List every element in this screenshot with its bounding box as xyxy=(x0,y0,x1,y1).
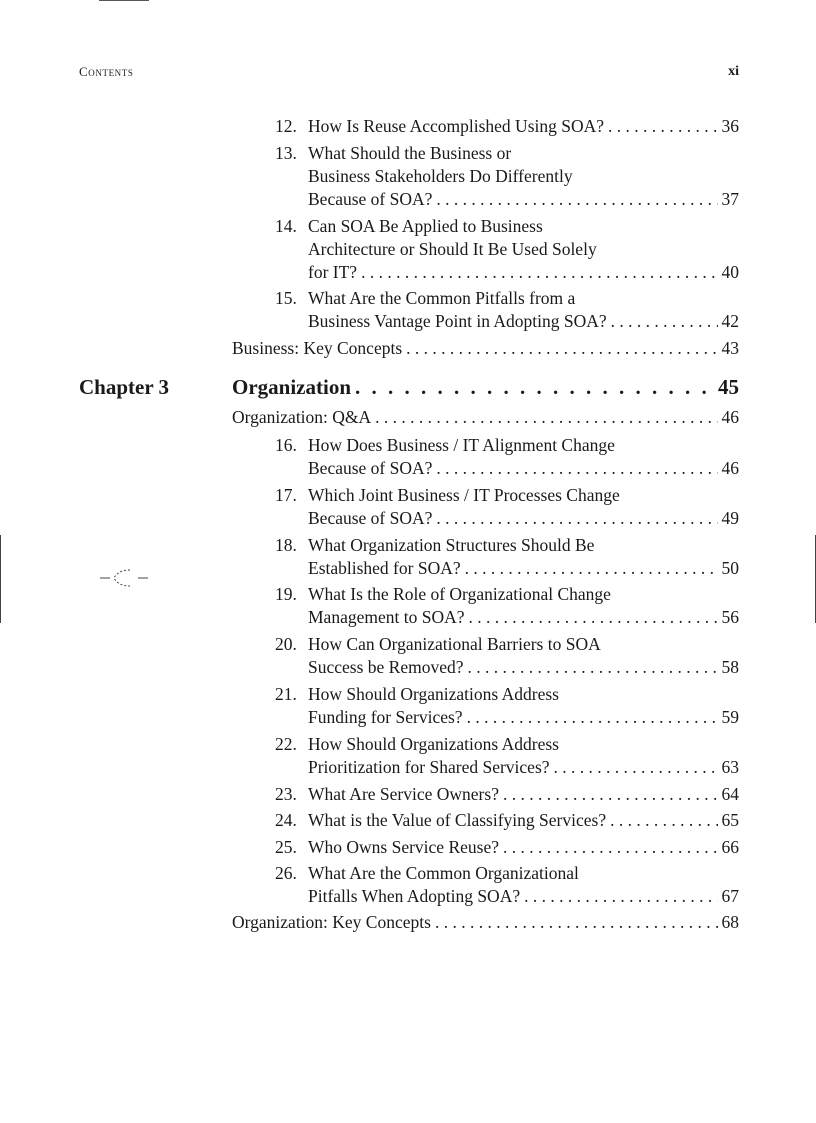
dot-leader xyxy=(467,706,718,729)
toc-entry[interactable] xyxy=(275,809,739,832)
running-head xyxy=(79,64,739,84)
toc-entry[interactable] xyxy=(275,434,739,480)
toc-entry-text: for IT? xyxy=(308,262,358,282)
dot-leader xyxy=(608,115,717,138)
running-head-title: Contents xyxy=(79,64,134,79)
toc-page-number: 64 xyxy=(721,784,739,804)
toc-entry-text: What Should the Business or xyxy=(308,143,512,163)
toc-entry-text: Because of SOA? xyxy=(308,458,433,478)
toc-entry-number: 25. xyxy=(275,837,297,857)
toc-entry[interactable] xyxy=(275,534,739,580)
dot-leader xyxy=(355,374,714,400)
dot-leader xyxy=(436,507,717,530)
toc-entry-text: Can SOA Be Applied to Business xyxy=(308,216,543,236)
toc-page-number: 46 xyxy=(721,407,739,427)
toc-page-number: 45 xyxy=(718,375,739,399)
dot-leader xyxy=(406,337,717,360)
toc-entry-text: Success be Removed? xyxy=(308,657,464,677)
dot-leader xyxy=(554,756,718,779)
toc-entry-text: Prioritization for Shared Services? xyxy=(308,757,550,777)
toc-page-number: 50 xyxy=(721,558,739,578)
toc-entry-text: What Are the Common Organizational xyxy=(308,863,579,883)
toc-entry[interactable] xyxy=(275,783,739,806)
toc-entry-number: 14. xyxy=(275,216,297,236)
toc-page-number: 63 xyxy=(721,757,739,777)
dot-leader xyxy=(503,783,718,806)
toc-entry[interactable] xyxy=(275,215,739,284)
dot-leader xyxy=(435,911,718,934)
toc-entry-text: Who Owns Service Reuse? xyxy=(308,837,499,857)
dot-leader xyxy=(469,606,718,629)
toc-page-number: 67 xyxy=(721,886,739,906)
toc-entry-text: How Should Organizations Address xyxy=(308,734,559,754)
toc-entry-number: 12. xyxy=(275,116,297,136)
toc-entry-number: 21. xyxy=(275,684,297,704)
toc-entry-text: Architecture or Should It Be Used Solely xyxy=(308,239,597,259)
dot-leader xyxy=(361,261,717,284)
toc-entry-text: What is the Value of Classifying Services? xyxy=(308,810,607,830)
toc-section-title: Business: Key Concepts xyxy=(232,338,403,358)
toc-entry-text: What Are Service Owners? xyxy=(308,784,499,804)
toc-entry-number: 16. xyxy=(275,435,297,455)
toc-page-number: 59 xyxy=(721,707,739,727)
toc-entry-text: What Organization Structures Should Be xyxy=(308,535,595,555)
toc-entry-text: Established for SOA? xyxy=(308,558,461,578)
toc-entry[interactable] xyxy=(275,733,739,779)
dot-leader xyxy=(524,885,717,908)
toc-page-number: 42 xyxy=(721,311,739,331)
toc-entry-text: Because of SOA? xyxy=(308,189,433,209)
toc-entry[interactable] xyxy=(275,115,739,138)
toc-page-number: 43 xyxy=(721,338,739,358)
toc-entry[interactable] xyxy=(275,583,739,629)
dot-leader xyxy=(610,809,717,832)
toc-entry-text: How Does Business / IT Alignment Change xyxy=(308,435,615,455)
toc-entry-text: How Can Organizational Barriers to SOA xyxy=(308,634,601,654)
dot-leader xyxy=(375,406,717,429)
toc-page-number: 65 xyxy=(721,810,739,830)
toc-entry-number: 20. xyxy=(275,634,297,654)
toc-entry-text: Because of SOA? xyxy=(308,508,433,528)
page-number: xi xyxy=(728,64,739,79)
toc-entry-text: Which Joint Business / IT Processes Change xyxy=(308,485,620,505)
toc-entry[interactable] xyxy=(275,836,739,859)
crop-mark-top xyxy=(99,0,149,1)
toc-entry[interactable] xyxy=(275,862,739,908)
toc-entry-text: Business Vantage Point in Adopting SOA? xyxy=(308,311,607,331)
toc-entry-text: What Is the Role of Organizational Change xyxy=(308,584,611,604)
toc-entry-number: 23. xyxy=(275,784,297,804)
toc-section-organization-key-concepts[interactable] xyxy=(232,911,739,934)
toc-page-number: 46 xyxy=(721,458,739,478)
toc-entry-text: How Is Reuse Accomplished Using SOA? xyxy=(308,116,605,136)
toc-entry[interactable] xyxy=(275,142,739,211)
toc-page-number: 56 xyxy=(721,607,739,627)
toc-entry[interactable] xyxy=(275,633,739,679)
dot-leader xyxy=(468,656,718,679)
chapter-number: Chapter 3 xyxy=(79,375,170,399)
toc-entry-number: 17. xyxy=(275,485,297,505)
chapter-title: Organization xyxy=(232,375,351,399)
toc-entry-text: Management to SOA? xyxy=(308,607,465,627)
toc-page-number: 40 xyxy=(721,262,739,282)
toc-entry-number: 22. xyxy=(275,734,297,754)
toc-page-number: 37 xyxy=(721,189,739,209)
toc-entry-number: 13. xyxy=(275,143,297,163)
toc-entry-text: Funding for Services? xyxy=(308,707,463,727)
toc-section-business-key-concepts[interactable] xyxy=(232,337,739,360)
toc-section-title: Organization: Key Concepts xyxy=(232,912,431,932)
toc-section-organization-qa[interactable] xyxy=(232,406,739,429)
toc-entry[interactable] xyxy=(275,683,739,729)
dot-leader xyxy=(436,188,717,211)
toc-page-number: 66 xyxy=(721,837,739,857)
dot-leader xyxy=(611,310,718,333)
toc-section-title: Organization: Q&A xyxy=(232,407,372,427)
toc-entry-number: 19. xyxy=(275,584,297,604)
registration-mark-icon xyxy=(100,566,150,590)
toc-page-number: 58 xyxy=(721,657,739,677)
toc-page-number: 49 xyxy=(721,508,739,528)
toc-entry-number: 24. xyxy=(275,810,297,830)
toc-entry-text: What Are the Common Pitfalls from a xyxy=(308,288,576,308)
crop-mark-left xyxy=(0,535,1,623)
toc-page-number: 68 xyxy=(721,912,739,932)
dot-leader xyxy=(503,836,718,859)
toc-entry-number: 26. xyxy=(275,863,297,883)
toc-entry[interactable] xyxy=(275,287,739,333)
dot-leader xyxy=(436,457,717,480)
toc-entry-text: Pitfalls When Adopting SOA? xyxy=(308,886,521,906)
toc-entry-text: How Should Organizations Address xyxy=(308,684,559,704)
dot-leader xyxy=(465,557,718,580)
toc-entry-number: 15. xyxy=(275,288,297,308)
toc-entry[interactable] xyxy=(275,484,739,530)
toc-entry-number: 18. xyxy=(275,535,297,555)
toc-chapter-organization[interactable] xyxy=(232,374,739,400)
toc-page-number: 36 xyxy=(721,116,739,136)
toc-entry-text: Business Stakeholders Do Differently xyxy=(308,166,573,186)
